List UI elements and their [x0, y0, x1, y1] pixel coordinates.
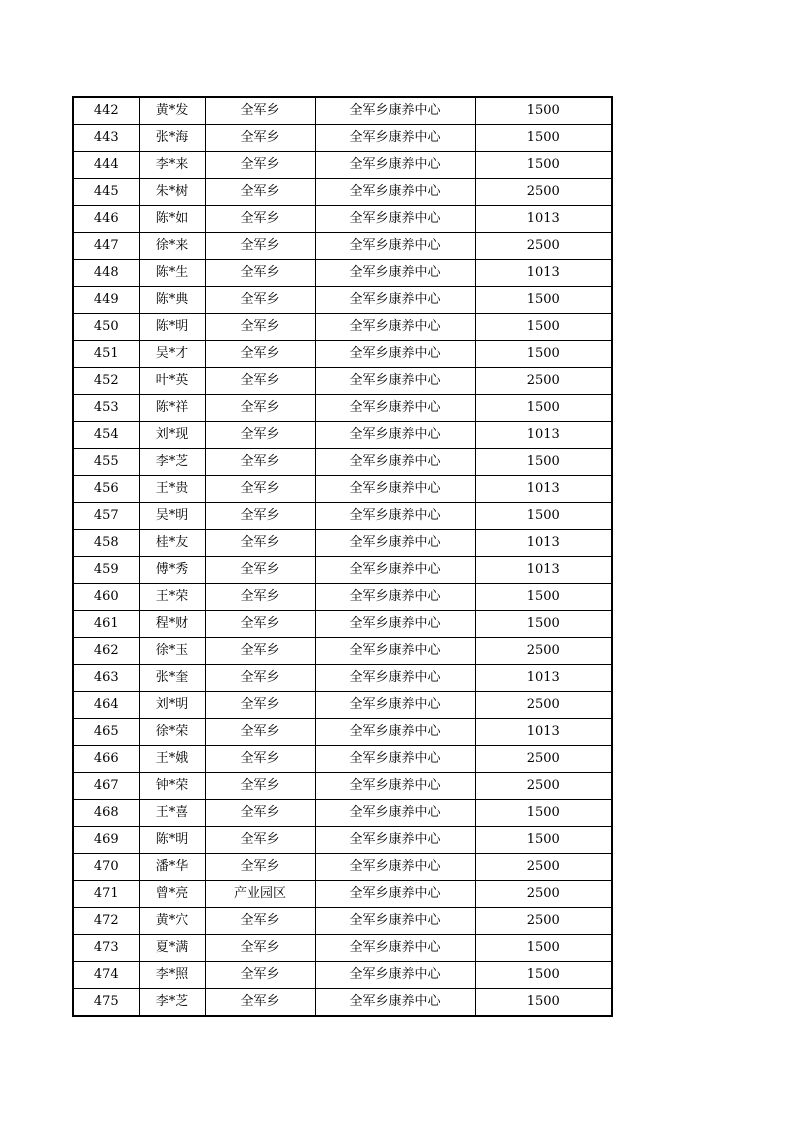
amount-cell: 1013	[475, 476, 612, 503]
name-cell: 陈*明	[139, 314, 205, 341]
name-cell: 王*荣	[139, 584, 205, 611]
table-row	[73, 503, 612, 530]
amount-cell: 1013	[475, 530, 612, 557]
name-cell: 陈*如	[139, 206, 205, 233]
institution-cell: 全军乡康养中心	[315, 314, 475, 341]
row-number-cell: 461	[73, 611, 139, 638]
table-row	[73, 476, 612, 503]
institution-cell: 全军乡康养中心	[315, 368, 475, 395]
table-row	[73, 341, 612, 368]
name-cell: 程*财	[139, 611, 205, 638]
table-row	[73, 584, 612, 611]
amount-cell: 2500	[475, 368, 612, 395]
township-cell: 全军乡	[205, 584, 315, 611]
township-cell: 全军乡	[205, 638, 315, 665]
table-row	[73, 935, 612, 962]
row-number-cell: 468	[73, 800, 139, 827]
institution-cell: 全军乡康养中心	[315, 611, 475, 638]
township-cell: 全军乡	[205, 395, 315, 422]
table-row	[73, 260, 612, 287]
row-number-cell: 455	[73, 449, 139, 476]
row-number-cell: 471	[73, 881, 139, 908]
amount-cell: 2500	[475, 908, 612, 935]
row-number-cell: 448	[73, 260, 139, 287]
township-cell: 全军乡	[205, 773, 315, 800]
amount-cell: 2500	[475, 746, 612, 773]
township-cell: 全军乡	[205, 449, 315, 476]
table-row	[73, 827, 612, 854]
row-number-cell: 466	[73, 746, 139, 773]
table-row	[73, 125, 612, 152]
name-cell: 叶*英	[139, 368, 205, 395]
township-cell: 全军乡	[205, 97, 315, 125]
township-cell: 全军乡	[205, 287, 315, 314]
table-row	[73, 908, 612, 935]
amount-cell: 1013	[475, 719, 612, 746]
institution-cell: 全军乡康养中心	[315, 773, 475, 800]
row-number-cell: 444	[73, 152, 139, 179]
amount-cell: 2500	[475, 881, 612, 908]
township-cell: 全军乡	[205, 989, 315, 1017]
name-cell: 徐*荣	[139, 719, 205, 746]
amount-cell: 1500	[475, 125, 612, 152]
institution-cell: 全军乡康养中心	[315, 800, 475, 827]
amount-cell: 1500	[475, 584, 612, 611]
amount-cell: 1500	[475, 395, 612, 422]
name-cell: 曾*亮	[139, 881, 205, 908]
amount-cell: 2500	[475, 692, 612, 719]
amount-cell: 1500	[475, 800, 612, 827]
amount-cell: 2500	[475, 179, 612, 206]
amount-cell: 2500	[475, 233, 612, 260]
institution-cell: 全军乡康养中心	[315, 557, 475, 584]
township-cell: 全军乡	[205, 152, 315, 179]
row-number-cell: 463	[73, 665, 139, 692]
institution-cell: 全军乡康养中心	[315, 746, 475, 773]
row-number-cell: 473	[73, 935, 139, 962]
table-row	[73, 449, 612, 476]
township-cell: 全军乡	[205, 233, 315, 260]
name-cell: 桂*友	[139, 530, 205, 557]
institution-cell: 全军乡康养中心	[315, 206, 475, 233]
name-cell: 徐*来	[139, 233, 205, 260]
institution-cell: 全军乡康养中心	[315, 233, 475, 260]
name-cell: 李*来	[139, 152, 205, 179]
township-cell: 全军乡	[205, 503, 315, 530]
amount-cell: 1500	[475, 989, 612, 1017]
name-cell: 张*奎	[139, 665, 205, 692]
name-cell: 陈*典	[139, 287, 205, 314]
row-number-cell: 457	[73, 503, 139, 530]
township-cell: 全军乡	[205, 557, 315, 584]
row-number-cell: 472	[73, 908, 139, 935]
table-row	[73, 287, 612, 314]
township-cell: 全军乡	[205, 206, 315, 233]
table-body	[73, 97, 612, 1016]
name-cell: 吴*才	[139, 341, 205, 368]
table-row	[73, 530, 612, 557]
township-cell: 全军乡	[205, 962, 315, 989]
table-row	[73, 206, 612, 233]
amount-cell: 1013	[475, 665, 612, 692]
table-row	[73, 881, 612, 908]
institution-cell: 全军乡康养中心	[315, 935, 475, 962]
amount-cell: 1500	[475, 97, 612, 125]
township-cell: 产业园区	[205, 881, 315, 908]
institution-cell: 全军乡康养中心	[315, 962, 475, 989]
row-number-cell: 460	[73, 584, 139, 611]
amount-cell: 1013	[475, 260, 612, 287]
amount-cell: 2500	[475, 854, 612, 881]
institution-cell: 全军乡康养中心	[315, 395, 475, 422]
table-row	[73, 314, 612, 341]
name-cell: 潘*华	[139, 854, 205, 881]
name-cell: 李*芝	[139, 449, 205, 476]
name-cell: 王*娥	[139, 746, 205, 773]
name-cell: 刘*现	[139, 422, 205, 449]
township-cell: 全军乡	[205, 611, 315, 638]
row-number-cell: 449	[73, 287, 139, 314]
institution-cell: 全军乡康养中心	[315, 97, 475, 125]
table-row	[73, 719, 612, 746]
institution-cell: 全军乡康养中心	[315, 449, 475, 476]
name-cell: 李*芝	[139, 989, 205, 1017]
name-cell: 傅*秀	[139, 557, 205, 584]
township-cell: 全军乡	[205, 125, 315, 152]
row-number-cell: 458	[73, 530, 139, 557]
name-cell: 陈*生	[139, 260, 205, 287]
name-cell: 朱*树	[139, 179, 205, 206]
name-cell: 陈*明	[139, 827, 205, 854]
township-cell: 全军乡	[205, 719, 315, 746]
name-cell: 徐*玉	[139, 638, 205, 665]
amount-cell: 1013	[475, 422, 612, 449]
institution-cell: 全军乡康养中心	[315, 260, 475, 287]
amount-cell: 1500	[475, 341, 612, 368]
institution-cell: 全军乡康养中心	[315, 881, 475, 908]
amount-cell: 1500	[475, 314, 612, 341]
row-number-cell: 447	[73, 233, 139, 260]
table-row	[73, 692, 612, 719]
institution-cell: 全军乡康养中心	[315, 908, 475, 935]
table-row	[73, 665, 612, 692]
institution-cell: 全军乡康养中心	[315, 341, 475, 368]
institution-cell: 全军乡康养中心	[315, 638, 475, 665]
institution-cell: 全军乡康养中心	[315, 503, 475, 530]
institution-cell: 全军乡康养中心	[315, 530, 475, 557]
row-number-cell: 450	[73, 314, 139, 341]
amount-cell: 1013	[475, 206, 612, 233]
amount-cell: 1500	[475, 503, 612, 530]
institution-cell: 全军乡康养中心	[315, 692, 475, 719]
name-cell: 张*海	[139, 125, 205, 152]
amount-cell: 1500	[475, 287, 612, 314]
name-cell: 王*喜	[139, 800, 205, 827]
table-row	[73, 233, 612, 260]
row-number-cell: 467	[73, 773, 139, 800]
township-cell: 全军乡	[205, 422, 315, 449]
name-cell: 吴*明	[139, 503, 205, 530]
table-row	[73, 152, 612, 179]
name-cell: 李*照	[139, 962, 205, 989]
township-cell: 全军乡	[205, 935, 315, 962]
amount-cell: 1500	[475, 611, 612, 638]
row-number-cell: 456	[73, 476, 139, 503]
institution-cell: 全军乡康养中心	[315, 989, 475, 1017]
amount-cell: 2500	[475, 773, 612, 800]
row-number-cell: 465	[73, 719, 139, 746]
township-cell: 全军乡	[205, 260, 315, 287]
table-row	[73, 773, 612, 800]
row-number-cell: 445	[73, 179, 139, 206]
name-cell: 夏*满	[139, 935, 205, 962]
name-cell: 黄*发	[139, 97, 205, 125]
name-cell: 王*贵	[139, 476, 205, 503]
table-row	[73, 854, 612, 881]
table-row	[73, 638, 612, 665]
township-cell: 全军乡	[205, 827, 315, 854]
institution-cell: 全军乡康养中心	[315, 719, 475, 746]
row-number-cell: 446	[73, 206, 139, 233]
township-cell: 全军乡	[205, 341, 315, 368]
table-row	[73, 989, 612, 1017]
row-number-cell: 452	[73, 368, 139, 395]
amount-cell: 1500	[475, 962, 612, 989]
row-number-cell: 475	[73, 989, 139, 1017]
township-cell: 全军乡	[205, 908, 315, 935]
township-cell: 全军乡	[205, 800, 315, 827]
institution-cell: 全军乡康养中心	[315, 152, 475, 179]
institution-cell: 全军乡康养中心	[315, 287, 475, 314]
township-cell: 全军乡	[205, 854, 315, 881]
name-cell: 黄*穴	[139, 908, 205, 935]
institution-cell: 全军乡康养中心	[315, 125, 475, 152]
township-cell: 全军乡	[205, 368, 315, 395]
amount-cell: 2500	[475, 638, 612, 665]
row-number-cell: 462	[73, 638, 139, 665]
table-row	[73, 97, 612, 125]
row-number-cell: 443	[73, 125, 139, 152]
row-number-cell: 442	[73, 97, 139, 125]
row-number-cell: 451	[73, 341, 139, 368]
table-row	[73, 179, 612, 206]
township-cell: 全军乡	[205, 179, 315, 206]
amount-cell: 1500	[475, 152, 612, 179]
township-cell: 全军乡	[205, 665, 315, 692]
institution-cell: 全军乡康养中心	[315, 476, 475, 503]
row-number-cell: 459	[73, 557, 139, 584]
township-cell: 全军乡	[205, 476, 315, 503]
table-row	[73, 746, 612, 773]
row-number-cell: 470	[73, 854, 139, 881]
name-cell: 陈*祥	[139, 395, 205, 422]
institution-cell: 全军乡康养中心	[315, 827, 475, 854]
township-cell: 全军乡	[205, 314, 315, 341]
table-row	[73, 368, 612, 395]
row-number-cell: 454	[73, 422, 139, 449]
institution-cell: 全军乡康养中心	[315, 665, 475, 692]
row-number-cell: 464	[73, 692, 139, 719]
table-row	[73, 395, 612, 422]
amount-cell: 1500	[475, 935, 612, 962]
institution-cell: 全军乡康养中心	[315, 422, 475, 449]
township-cell: 全军乡	[205, 746, 315, 773]
institution-cell: 全军乡康养中心	[315, 179, 475, 206]
row-number-cell: 453	[73, 395, 139, 422]
row-number-cell: 474	[73, 962, 139, 989]
township-cell: 全军乡	[205, 530, 315, 557]
amount-cell: 1013	[475, 557, 612, 584]
data-table	[72, 96, 613, 1017]
name-cell: 刘*明	[139, 692, 205, 719]
amount-cell: 1500	[475, 449, 612, 476]
row-number-cell: 469	[73, 827, 139, 854]
table-row	[73, 962, 612, 989]
institution-cell: 全军乡康养中心	[315, 854, 475, 881]
table-row	[73, 557, 612, 584]
name-cell: 钟*荣	[139, 773, 205, 800]
amount-cell: 1500	[475, 827, 612, 854]
table-row	[73, 611, 612, 638]
township-cell: 全军乡	[205, 692, 315, 719]
table-row	[73, 422, 612, 449]
table-row	[73, 800, 612, 827]
institution-cell: 全军乡康养中心	[315, 584, 475, 611]
